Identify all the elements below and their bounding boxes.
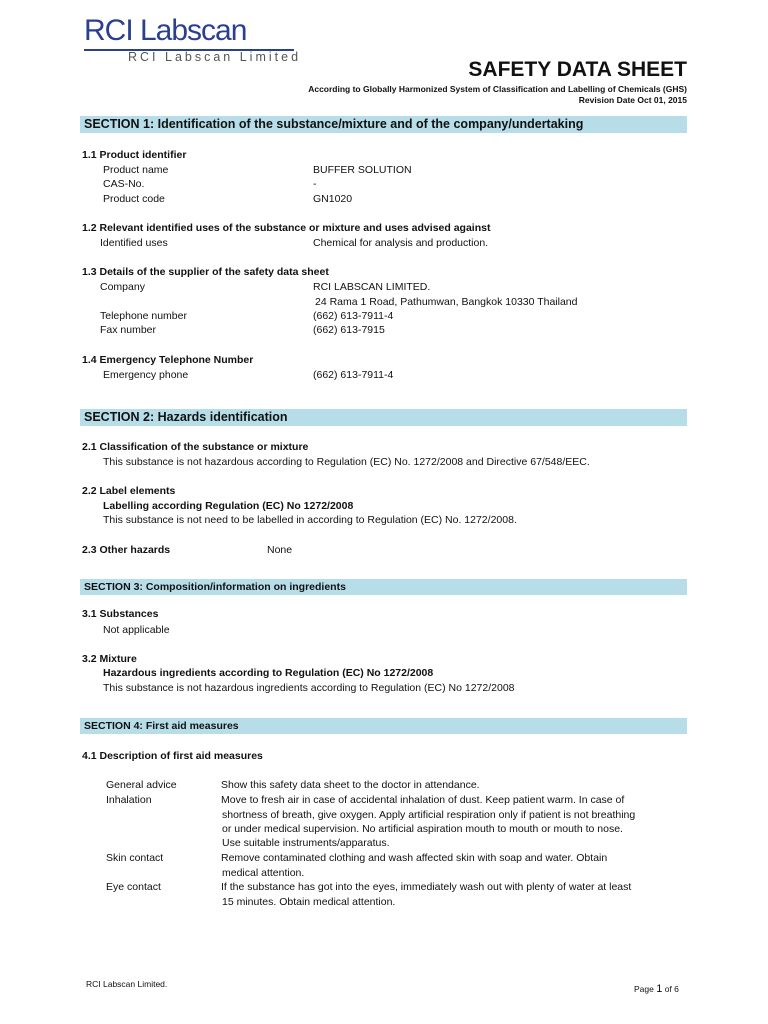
heading-1-1: 1.1 Product identifier bbox=[82, 149, 187, 161]
heading-1-3: 1.3 Details of the supplier of the safety data sheet bbox=[82, 266, 329, 278]
inhalation-label: Inhalation bbox=[106, 794, 152, 806]
emergency-phone-value: (662) 613-7911-4 bbox=[313, 369, 394, 381]
document-subtitle: According to Globally Harmonized System of Classification and Labelling of Chemicals (GHS) bbox=[308, 84, 687, 94]
heading-3-2: 3.2 Mixture bbox=[82, 653, 137, 665]
footer-company: RCI Labscan Limited. bbox=[86, 979, 168, 989]
heading-4-1: 4.1 Description of first aid measures bbox=[82, 750, 263, 762]
skin-contact-label: Skin contact bbox=[106, 852, 164, 864]
page-total: of 6 bbox=[664, 984, 679, 994]
product-name-value: BUFFER SOLUTION bbox=[313, 164, 412, 176]
label-elements-text: This substance is not need to be labelled in according to Regulation (EC) No. 1272/2008. bbox=[103, 514, 517, 526]
skin-contact-text-2: medical attention. bbox=[222, 867, 305, 879]
cas-label: CAS-No. bbox=[103, 178, 145, 190]
inhalation-text-3: or under medical supervision. No artificial aspiration mouth to mouth or mouth to nose. bbox=[222, 823, 623, 835]
classification-text: This substance is not hazardous according to Regulation (EC) No. 1272/2008 and Directive 67/548/EEC. bbox=[103, 456, 590, 468]
heading-1-2: 1.2 Relevant identified uses of the substance or mixture and uses advised against bbox=[82, 222, 491, 234]
hazardous-ingredients-subheading: Hazardous ingredients according to Regulation (EC) No 1272/2008 bbox=[103, 667, 434, 679]
inhalation-text-1: Move to fresh air in case of accidental inhalation of dust. Keep patient warm. In case of bbox=[221, 794, 625, 806]
labelling-subheading: Labelling according Regulation (EC) No 1272/2008 bbox=[103, 500, 354, 512]
fax-label: Fax number bbox=[100, 324, 157, 336]
other-hazards-value: None bbox=[267, 544, 293, 556]
product-code-value: GN1020 bbox=[313, 193, 353, 205]
company-label: Company bbox=[100, 281, 145, 293]
company-value: RCI LABSCAN LIMITED. bbox=[313, 281, 431, 293]
cas-value: - bbox=[313, 178, 317, 190]
company-logo-subtitle: RCI Labscan Limited bbox=[128, 50, 302, 64]
page-number bbox=[634, 983, 679, 995]
fax-value: (662) 613-7915 bbox=[313, 324, 385, 336]
telephone-value: (662) 613-7911-4 bbox=[313, 310, 394, 322]
product-name-label: Product name bbox=[103, 164, 169, 176]
heading-2-1: 2.1 Classification of the substance or mixture bbox=[82, 441, 309, 453]
heading-3-1: 3.1 Substances bbox=[82, 608, 159, 620]
identified-uses-value: Chemical for analysis and production. bbox=[313, 237, 489, 249]
section-4-header: SECTION 4: First aid measures bbox=[80, 718, 687, 734]
eye-contact-text-2: 15 minutes. Obtain medical attention. bbox=[222, 896, 396, 908]
section-3-header: SECTION 3: Composition/information on ingredients bbox=[80, 579, 687, 595]
section-2-header: SECTION 2: Hazards identification bbox=[80, 409, 687, 426]
company-address: 24 Rama 1 Road, Pathumwan, Bangkok 10330 Thailand bbox=[315, 296, 578, 308]
emergency-phone-label: Emergency phone bbox=[103, 369, 189, 381]
mixture-text: This substance is not hazardous ingredients according to Regulation (EC) No 1272/2008 bbox=[103, 682, 515, 694]
heading-2-3: 2.3 Other hazards bbox=[82, 544, 171, 556]
heading-2-2: 2.2 Label elements bbox=[82, 485, 176, 497]
section-1-header: SECTION 1: Identification of the substance/mixture and of the company/undertaking bbox=[80, 116, 687, 133]
eye-contact-text-1: If the substance has got into the eyes, immediately wash out with plenty of water at least bbox=[221, 881, 632, 893]
telephone-label: Telephone number bbox=[100, 310, 187, 322]
inhalation-text-4: Use suitable instruments/apparatus. bbox=[222, 837, 390, 849]
eye-contact-label: Eye contact bbox=[106, 881, 161, 893]
skin-contact-text-1: Remove contaminated clothing and wash affected skin with soap and water. Obtain bbox=[221, 852, 608, 864]
heading-1-4: 1.4 Emergency Telephone Number bbox=[82, 354, 254, 366]
page-current: 1 bbox=[656, 983, 663, 995]
company-logo: RCI Labscan bbox=[84, 14, 247, 47]
general-advice-text: Show this safety data sheet to the doctor in attendance. bbox=[221, 779, 480, 791]
inhalation-text-2: shortness of breath, give oxygen. Apply artificial respiration only if patient is not breathing bbox=[222, 809, 636, 821]
page-prefix: Page bbox=[634, 984, 654, 994]
revision-date: Revision Date Oct 01, 2015 bbox=[578, 95, 687, 105]
document-title: SAFETY DATA SHEET bbox=[468, 58, 687, 81]
general-advice-label: General advice bbox=[106, 779, 177, 791]
product-code-label: Product code bbox=[103, 193, 165, 205]
substances-text: Not applicable bbox=[103, 624, 170, 636]
identified-uses-label: Identified uses bbox=[100, 237, 168, 249]
